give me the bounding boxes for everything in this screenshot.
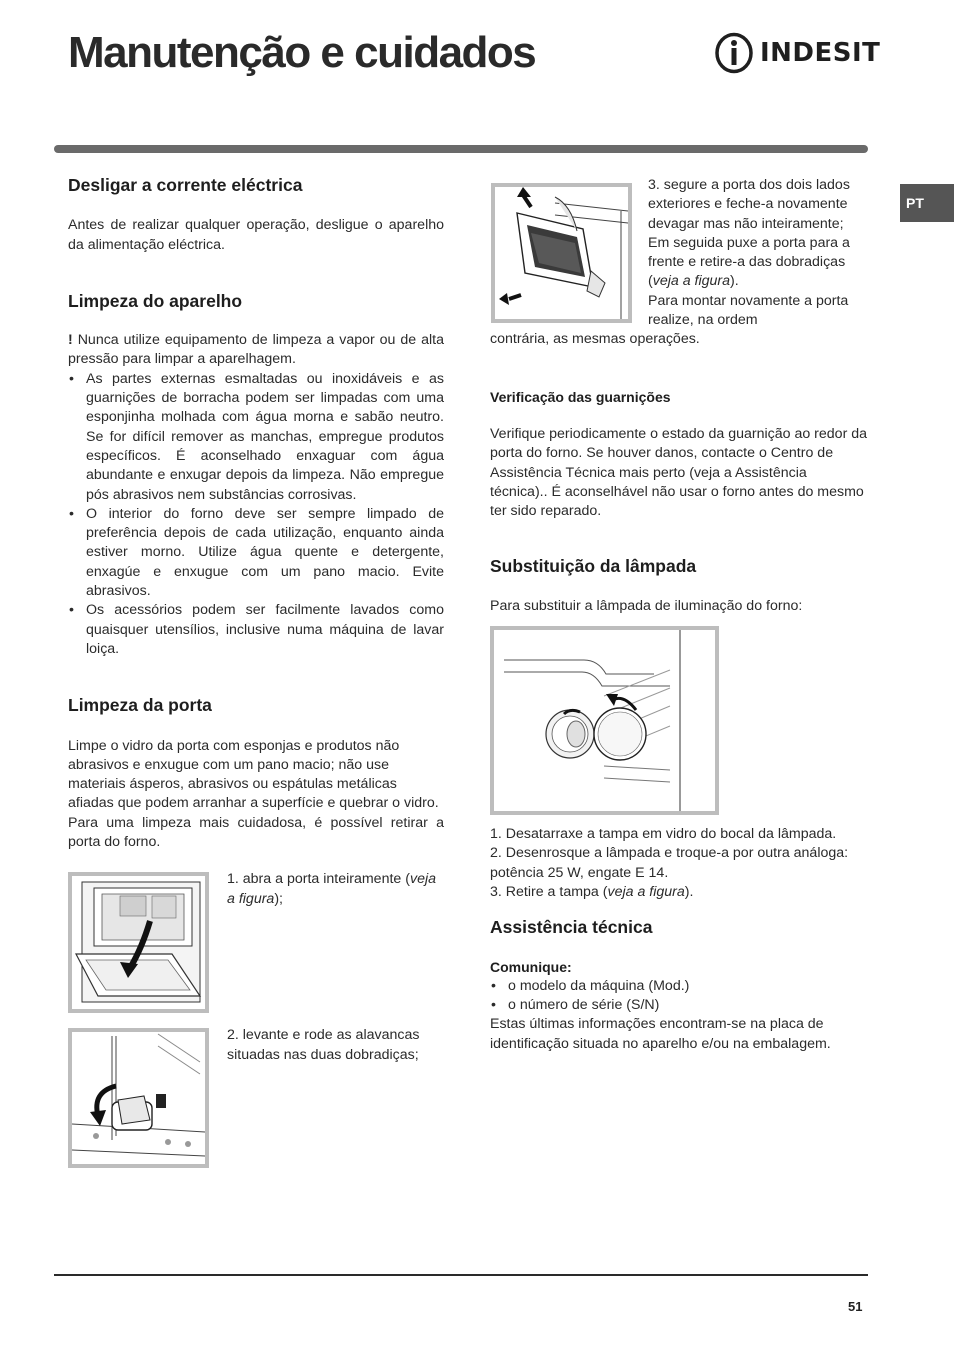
gasket-check-text: Verifique periodicamente o estado da guarnição ao redor da porta do forno. Se houver danos, contacte o Centro de Assistência Técnica mais perto (veja a Assistência técnica).. É aconselhável não usar o forno antes do mesmo ter sido reparado. [490,425,868,520]
lamp-step-2: 2. Desenrosque a lâmpada e troque-a por outra análoga: potência 25 W, engate E 14. [490,845,849,881]
hinge-lever-figure [68,1028,209,1168]
indesit-logo-icon [714,32,754,74]
heading-disconnect: Desligar a corrente eléctrica [68,175,303,195]
step-text-end: ). [730,273,739,290]
brand-logo [714,32,880,74]
step-text-end: ); [274,890,283,907]
list-item: • O interior do forno deve ser sempre limpado de preferência depois de cada utilização, enquanto ainda estiver morno. Utilize água quente e detergente, enxagúe e enxugue com um pano macio. Evite abrasivos. [68,505,444,601]
communicate-label: Comunique: [490,958,572,975]
heading-technical-assistance: Assistência técnica [490,917,653,938]
see-figure-ref: veja a figura [652,273,731,290]
step-text-end: ). [684,883,694,900]
footer-line [54,1274,868,1276]
brand-name: INDESIT [760,38,881,68]
door-removal-figure [491,183,632,323]
list-item: • o modelo da máquina (Mod.) [490,977,868,996]
step-text: 3. Retire a tampa ( [490,883,608,900]
reassembly-text: Para montar novamente a porta realize, na ordem [648,292,849,329]
assistance-list [490,977,868,1016]
door-step-1-text [227,870,444,909]
page-title: Manutenção e cuidados [68,28,536,77]
warning-body: Nunca utilize equipamento de limpeza a vapor ou de alta pressão para limpar a aparelhagem. [68,332,444,368]
lamp-step-1: 1. Desatarraxe a tampa em vidro do bocal da lâmpada. [490,826,837,843]
step-text: 3. segure a porta dos dois lados exteriores e feche-a novamente devagar mas não inteiramente; Em seguida puxe a porta para a frente e retire-a das dobradiças ( [648,177,850,290]
warning-mark: ! [68,332,73,349]
lamp-intro-text: Para substituir a lâmpada de iluminação do forno: [490,597,803,614]
warning-text [68,331,444,370]
reassembly-text-end: contrária, as mesmas operações. [490,331,700,348]
disconnect-text: Antes de realizar qualquer operação, desligue o aparelho da alimentação eléctrica. [68,217,444,253]
see-figure-ref: veja a figura [607,883,685,900]
list-item: • Os acessórios podem ser facilmente lavados como quaisquer utensílios, inclusive numa máquina de lavar loiça. [68,601,444,659]
lamp-step-3 [490,883,868,902]
left-column [68,176,444,1168]
heading-lamp-replacement: Substituição da lâmpada [490,556,697,577]
right-column [490,176,868,1054]
door-step-2-text: 2. levante e rode as alavancas situadas nas duas dobradiças; [227,1027,420,1063]
heading-cleaning-appliance: Limpeza do aparelho [68,290,243,311]
door-step-2 [68,1028,444,1168]
heading-door-cleaning: Limpeza da porta [68,695,212,716]
page-number: 51 [848,1299,863,1314]
list-item: • o número de série (S/N) [490,996,868,1015]
door-step-1 [68,872,444,1013]
door-open-figure [68,872,209,1013]
heading-gasket-check: Verificação das guarnições [490,388,671,405]
step-text: 1. abra a porta inteiramente ( [227,871,410,888]
lamp-replacement-figure [490,626,719,815]
door-step-3 [490,176,868,330]
language-tab: PT [900,184,954,222]
door-removal-text: Para uma limpeza mais cuidadosa, é possível retirar a porta do forno. [68,814,444,851]
door-cleaning-text: Limpe o vidro da porta com esponjas e produtos não abrasivos e enxugue com um pano macio; não use materiais ásperos, abrasivos ou espátulas metálicas afiadas que podem arranhar a superfície e quebrar o vidro. [68,737,439,812]
cleaning-list [68,370,444,659]
assistance-text: Estas últimas informações encontram-se na placa de identificação situada no aparelho e/ou na embalagem. [490,1016,831,1052]
see-figure-ref: veja a figura [227,871,436,907]
list-item: • As partes externas esmaltadas ou inoxidáveis e as guarnições de borracha podem ser limpadas com uma esponjinha molhada com água morna e sabão neutro. Se for difícil remover as manchas, empregue produtos específicos. É aconselhado enxaguar com água abundante e enxugar depois da limpeza. Não empregue pós abrasivos nem substâncias corrosivas. [68,370,444,505]
header-bar [54,145,868,153]
